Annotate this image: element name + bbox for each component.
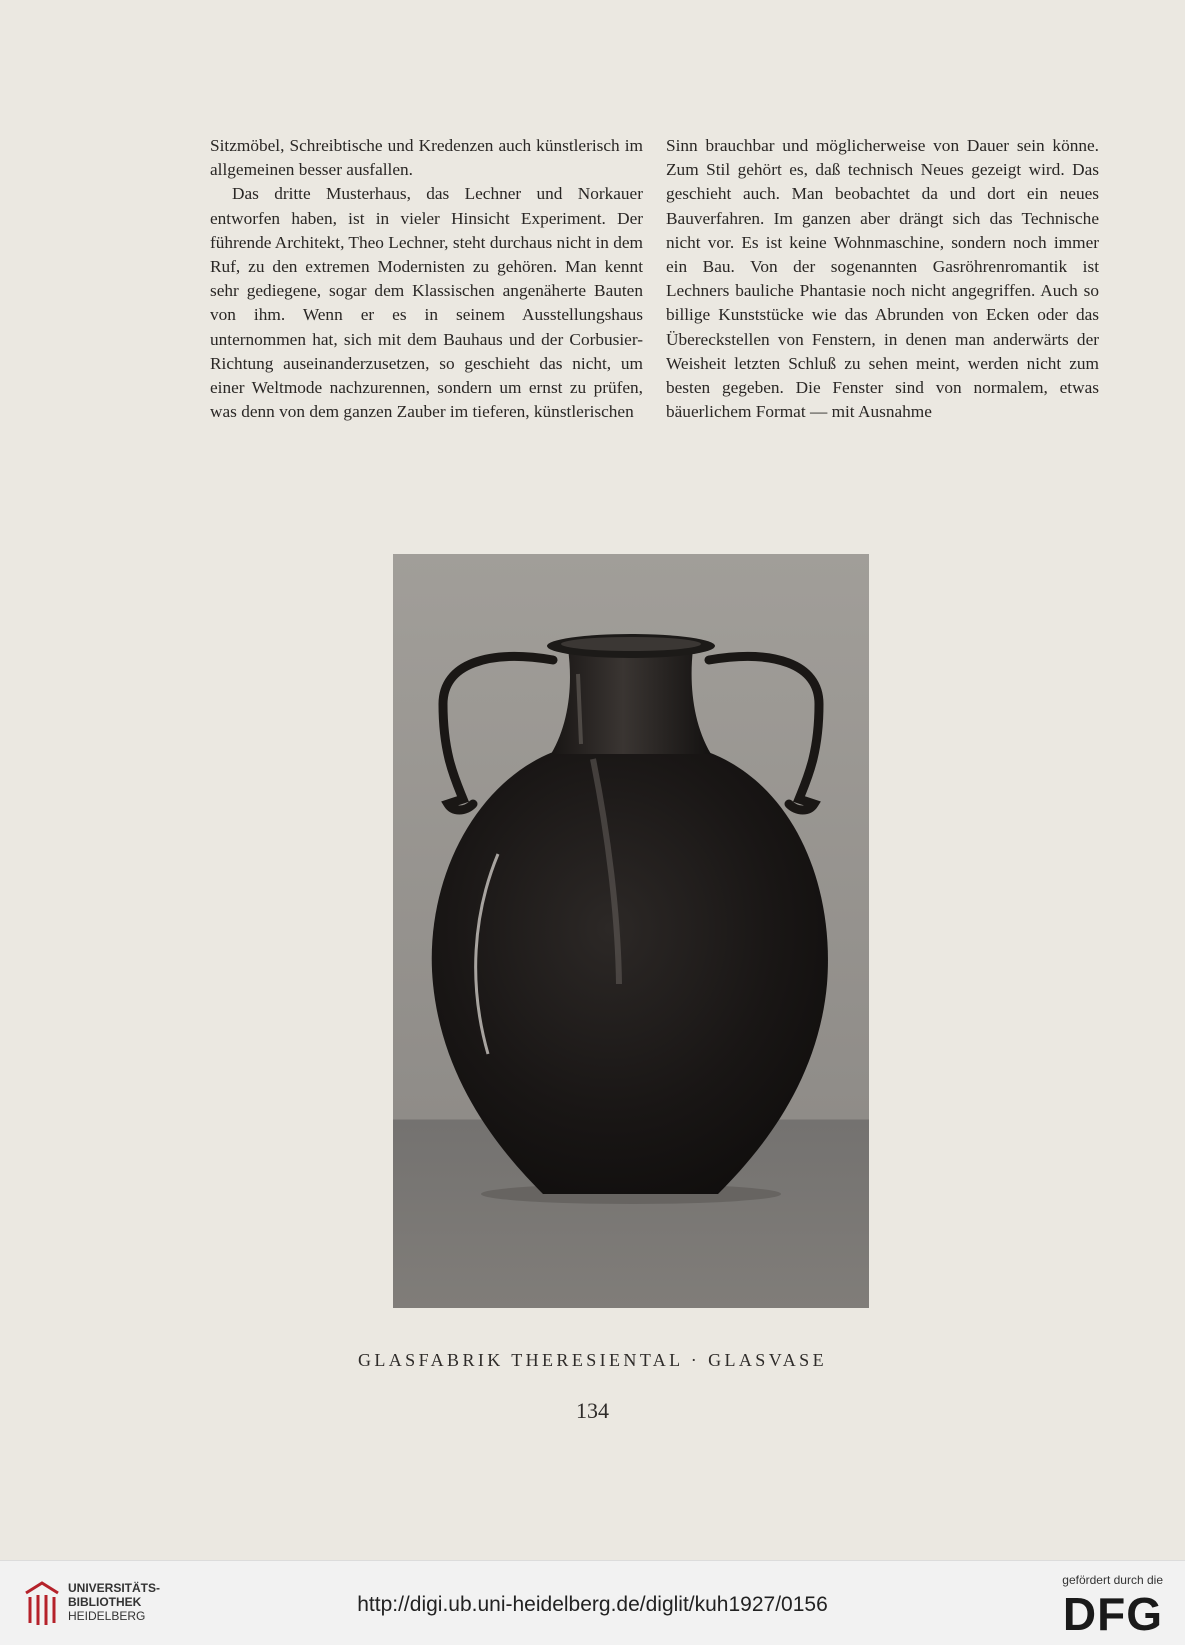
digitization-footer (0, 1560, 1185, 1645)
vase-photograph (393, 554, 869, 1308)
paragraph: Sinn brauchbar und möglicherweise von Dauer sein könne. Zum Stil gehört es, daß technisch Neues gezeigt wird. Das geschieht auch. Man beobachtet da und dort ein neues Bauverfahren. Im ganzen aber drängt sich das Technische nicht vor. Es ist keine Wohnmaschine, sondern noch immer ein Bau. Von der sogenannten Gasröhrenromantik ist Lechners bauliche Phantasie noch nicht angegriffen. Auch so billige Kunststücke wie das Abrunden von Ecken oder das Übereckstellen von Fenstern, in denen man anderwärts der Weisheit letzten Schluß zu sehen meint, werden nicht zum besten gegeben. Die Fenster sind von normalem, etwas bäuerlichem Format — mit Ausnahme (666, 136, 1099, 422)
library-name-line: HEIDELBERG (68, 1609, 146, 1623)
page-number: 134 (576, 1398, 609, 1423)
paragraph: Das dritte Musterhaus, das Lechner und Norkauer entworfen haben, ist in vieler Hinsicht Experiment. Der führende Architekt, Theo Lechner, steht durchaus nicht in dem Ruf, zu den extremen Modernisten zu gehören. Man kennt sehr gediegene, sogar dem Klassischen angenäherte Bauten von ihm. Wenn er es in seinem Ausstellungshaus unternommen hat, sich mit dem Bauhaus und der Corbusier-Richtung auseinanderzusetzen, so geschieht das nicht, um einer Weltmode nachzurennen, sondern um ernst zu prüfen, was denn von dem ganzen Zauber im tieferen, künstlerischen (210, 184, 643, 422)
permalink-url[interactable]: http://digi.ub.uni-heidelberg.de/diglit/kuh1927/0156 (357, 1593, 828, 1616)
vase-illustration (393, 554, 869, 1308)
funding-label: gefördert durch die (1062, 1573, 1163, 1587)
text-column-right (666, 134, 1099, 424)
dfg-logo[interactable]: DFG (1062, 1588, 1163, 1640)
library-name-line: BIBLIOTHEK (68, 1595, 142, 1609)
figure-caption: GLASFABRIK THERESIENTAL · GLASVASE (357, 1350, 827, 1370)
text-column-left (210, 134, 643, 424)
library-name-line: UNIVERSITÄTS- (68, 1581, 161, 1595)
paragraph: Sitzmöbel, Schreibtische und Kredenzen auch künstlerisch im allgemeinen besser ausfallen. (210, 136, 643, 180)
